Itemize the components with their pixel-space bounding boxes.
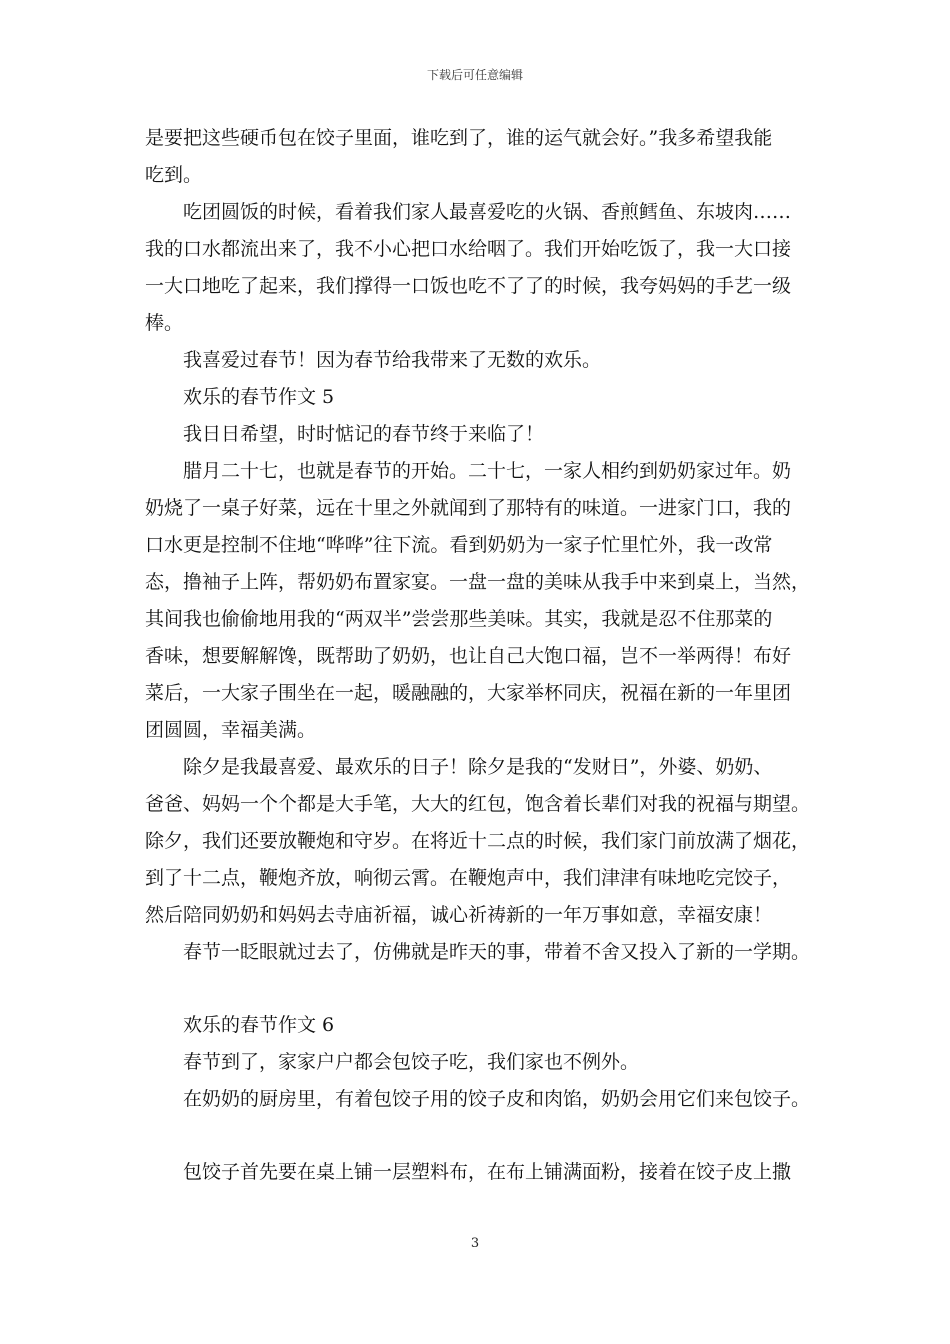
text-line: 除夕是我最喜爱、最欢乐的日子！除夕是我的“发财日”，外婆、奶奶、 [183,756,773,778]
section-heading: 欢乐的春节作文 5 [183,386,335,408]
blank-line [145,1118,815,1154]
text-line: 吃团圆饭的时候，看着我们家人最喜爱吃的火锅、香煎鳕鱼、东坡肉…… [183,201,792,223]
text-line: 香味，想要解解馋，既帮助了奶奶，也让自己大饱口福，岂不一举两得！布好 [145,645,792,667]
text-line: 棒。 [145,312,184,334]
page-header: 下载后可任意编辑 [426,68,523,82]
blank-line [145,971,815,1007]
text-line: 包饺子首先要在桌上铺一层塑料布，在布上铺满面粉，接着在饺子皮上撒 [183,1161,792,1183]
text-line: 春节到了，家家户户都会包饺子吃，我们家也不例外。 [183,1051,640,1073]
text-line: 是要把这些硬币包在饺子里面，谁吃到了，谁的运气就会好。”我多希望我能 [145,127,773,149]
text-line: 奶烧了一桌子好菜，远在十里之外就闻到了那特有的味道。一进家门口，我的 [145,497,792,519]
text-line: 春节一眨眼就过去了，仿佛就是昨天的事，带着不舍又投入了新的一学期。 [183,941,811,963]
text-line: 吃到。 [145,164,203,186]
text-line: 在奶奶的厨房里，有着包饺子用的饺子皮和肉馅，奶奶会用它们来包饺子。 [183,1088,811,1110]
text-line: 我喜爱过春节！因为春节给我带来了无数的欢乐。 [183,349,602,371]
text-line: 一大口地吃了起来，我们撑得一口饭也吃不了了的时候，我夸妈妈的手艺一级 [145,275,792,297]
text-line: 我日日希望，时时惦记的春节终于来临了！ [183,423,545,445]
text-line: 到了十二点，鞭炮齐放，响彻云霄。在鞭炮声中，我们津津有味地吃完饺子， [145,867,792,889]
section-heading: 欢乐的春节作文 6 [183,1014,335,1036]
text-line: 口水更是控制不住地“哗哗”往下流。看到奶奶为一家子忙里忙外，我一改常 [145,534,773,556]
document-body [145,120,815,1191]
text-line: 除夕，我们还要放鞭炮和守岁。在将近十二点的时候，我们家门前放满了烟花， [145,830,811,852]
text-line: 爸爸、妈妈一个个都是大手笔，大大的红包，饱含着长辈们对我的祝福与期望。 [145,793,811,815]
text-line: 然后陪同奶奶和妈妈去寺庙祈福，诚心祈祷新的一年万事如意，幸福安康！ [145,904,773,926]
text-line: 态，撸袖子上阵，帮奶奶布置家宴。一盘一盘的美味从我手中来到桌上，当然， [145,571,811,593]
page-number: 3 [470,1236,480,1251]
text-line: 我的口水都流出来了，我不小心把口水给咽了。我们开始吃饭了，我一大口接 [145,238,792,260]
text-line: 团圆圆，幸福美满。 [145,719,317,741]
text-line: 菜后，一大家子围坐在一起，暖融融的，大家举杯同庆，祝福在新的一年里团 [145,682,792,704]
text-line: 其间我也偷偷地用我的“两双半”尝尝那些美味。其实，我就是忍不住那菜的 [145,608,773,630]
text-line: 腊月二十七，也就是春节的开始。二十七，一家人相约到奶奶家过年。奶 [183,460,792,482]
